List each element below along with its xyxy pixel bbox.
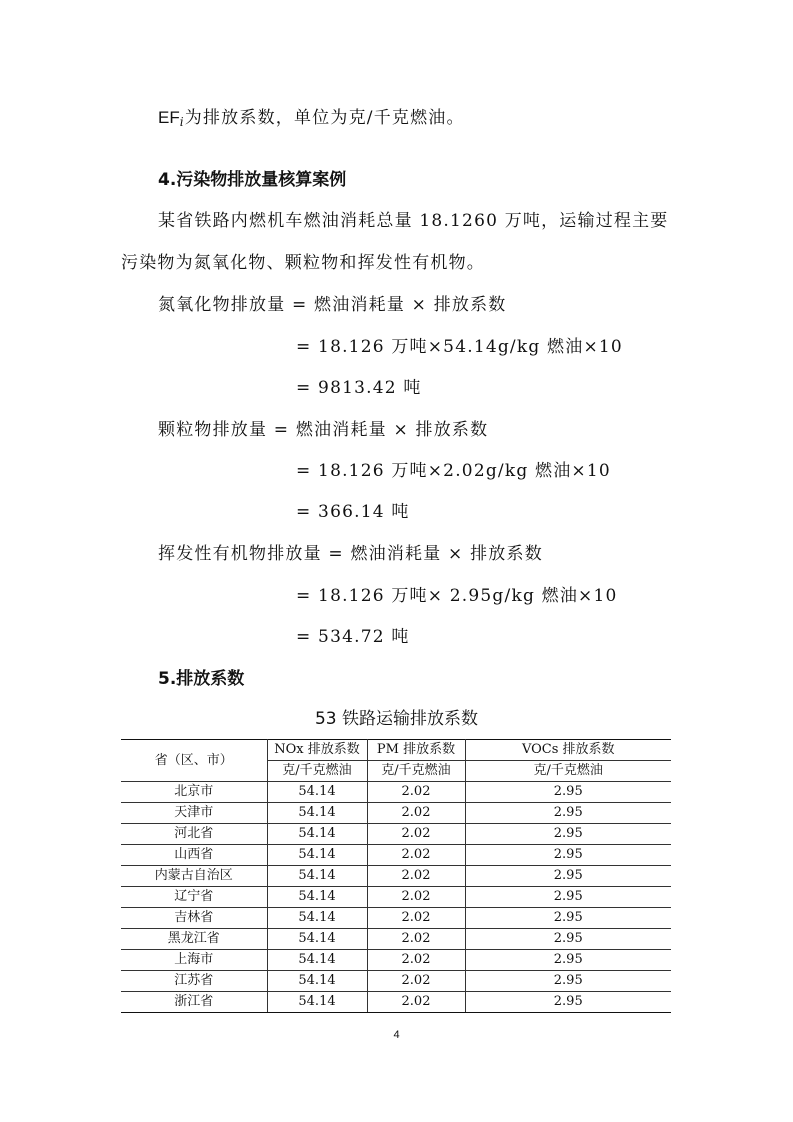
- cell-pm: 2.02: [367, 992, 465, 1013]
- ef-subscript: i: [179, 115, 185, 129]
- pm-calculation: = 18.126 万吨×2.02g/kg 燃油×10: [296, 461, 611, 481]
- cell-region: 山西省: [121, 845, 267, 866]
- cell-pm: 2.02: [367, 950, 465, 971]
- header-region: 省（区、市）: [121, 740, 267, 782]
- table-row: [121, 782, 671, 803]
- cell-nox: 54.14: [267, 782, 367, 803]
- cell-nox: 54.14: [267, 929, 367, 950]
- page-number: 4: [393, 1029, 400, 1041]
- header-pm: PM 排放系数: [367, 740, 465, 761]
- table-row: [121, 992, 671, 1013]
- cell-nox: 54.14: [267, 803, 367, 824]
- cell-voc: 2.95: [465, 866, 671, 887]
- header-voc: VOCs 排放系数: [465, 740, 671, 761]
- ef-symbol: EF: [158, 108, 180, 127]
- table-row: [121, 950, 671, 971]
- table-row: [121, 971, 671, 992]
- cell-region: 黑龙江省: [121, 929, 267, 950]
- cell-region: 江苏省: [121, 971, 267, 992]
- cell-pm: 2.02: [367, 971, 465, 992]
- cell-voc: 2.95: [465, 845, 671, 866]
- section-4-heading: 4.污染物排放量核算案例: [158, 170, 347, 190]
- cell-voc: 2.95: [465, 803, 671, 824]
- table-caption: 53 铁路运输排放系数: [314, 709, 479, 729]
- intro-line-2: 污染物为氮氧化物、颗粒物和挥发性有机物。: [121, 253, 485, 273]
- table-row: [121, 908, 671, 929]
- voc-calculation: = 18.126 万吨× 2.95g/kg 燃油×10: [296, 586, 618, 606]
- cell-voc: 2.95: [465, 929, 671, 950]
- cell-region: 浙江省: [121, 992, 267, 1013]
- table-row: [121, 929, 671, 950]
- cell-voc: 2.95: [465, 908, 671, 929]
- unit-pm: 克/千克燃油: [367, 761, 465, 782]
- cell-region: 河北省: [121, 824, 267, 845]
- cell-region: 辽宁省: [121, 887, 267, 908]
- cell-pm: 2.02: [367, 866, 465, 887]
- header-nox: NOx 排放系数: [267, 740, 367, 761]
- intro-line-1: 某省铁路内燃机车燃油消耗总量 18.1260 万吨，运输过程主要: [158, 211, 669, 231]
- cell-nox: 54.14: [267, 887, 367, 908]
- cell-nox: 54.14: [267, 971, 367, 992]
- table-header-row: [121, 740, 671, 761]
- cell-voc: 2.95: [465, 971, 671, 992]
- cell-voc: 2.95: [465, 887, 671, 908]
- table-row: [121, 824, 671, 845]
- unit-voc: 克/千克燃油: [465, 761, 671, 782]
- table-row: [121, 803, 671, 824]
- cell-voc: 2.95: [465, 950, 671, 971]
- voc-result: = 534.72 吨: [296, 627, 410, 647]
- emission-factor-table: [121, 739, 671, 1013]
- ef-description: 为排放系数，单位为克/千克燃油。: [184, 108, 465, 128]
- cell-voc: 2.95: [465, 992, 671, 1013]
- voc-formula: 挥发性有机物排放量 = 燃油消耗量 × 排放系数: [158, 544, 543, 564]
- cell-pm: 2.02: [367, 824, 465, 845]
- cell-pm: 2.02: [367, 803, 465, 824]
- cell-pm: 2.02: [367, 908, 465, 929]
- section-5-heading: 5.排放系数: [158, 669, 245, 689]
- pm-formula: 颗粒物排放量 = 燃油消耗量 × 排放系数: [158, 420, 489, 440]
- cell-nox: 54.14: [267, 908, 367, 929]
- nox-calculation: = 18.126 万吨×54.14g/kg 燃油×10: [296, 337, 623, 357]
- cell-region: 天津市: [121, 803, 267, 824]
- cell-nox: 54.14: [267, 866, 367, 887]
- unit-nox: 克/千克燃油: [267, 761, 367, 782]
- emission-factor-definition: [158, 106, 465, 134]
- cell-pm: 2.02: [367, 845, 465, 866]
- cell-region: 内蒙古自治区: [121, 866, 267, 887]
- pm-result: = 366.14 吨: [296, 502, 410, 522]
- cell-voc: 2.95: [465, 782, 671, 803]
- nox-result: = 9813.42 吨: [296, 378, 422, 398]
- cell-region: 吉林省: [121, 908, 267, 929]
- cell-nox: 54.14: [267, 824, 367, 845]
- cell-pm: 2.02: [367, 929, 465, 950]
- table-row: [121, 887, 671, 908]
- cell-nox: 54.14: [267, 950, 367, 971]
- cell-pm: 2.02: [367, 782, 465, 803]
- cell-nox: 54.14: [267, 845, 367, 866]
- cell-voc: 2.95: [465, 824, 671, 845]
- cell-nox: 54.14: [267, 992, 367, 1013]
- table-row: [121, 866, 671, 887]
- cell-region: 北京市: [121, 782, 267, 803]
- cell-region: 上海市: [121, 950, 267, 971]
- nox-formula: 氮氧化物排放量 = 燃油消耗量 × 排放系数: [158, 295, 507, 315]
- cell-pm: 2.02: [367, 887, 465, 908]
- table-row: [121, 845, 671, 866]
